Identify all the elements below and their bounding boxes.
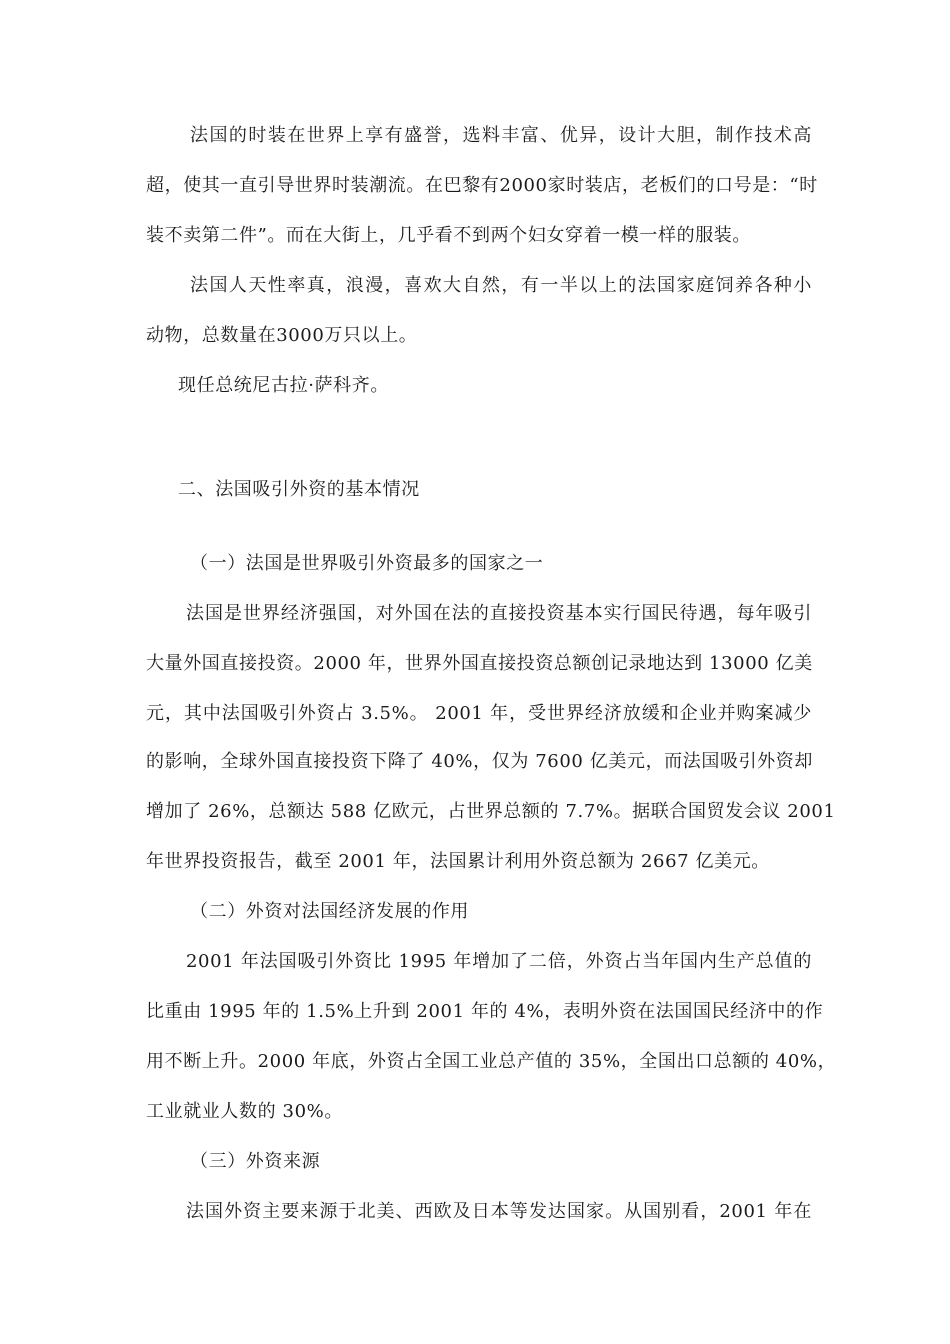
subsection-2-title: （二）外资对法国经济发展的作用 (190, 901, 469, 922)
paragraph-fashion-line-2: 超，使其一直引导世界时装潮流。在巴黎有2000家时装店，老板们的口号是：“时 (146, 175, 818, 196)
subsection-1-title: （一）法国是世界吸引外资最多的国家之一 (190, 553, 544, 574)
paragraph-pets-line-2: 动物，总数量在3000万只以上。 (146, 325, 418, 346)
subsection-2-line-3: 用不断上升。2000 年底，外资占全国工业总产值的 35%，全国出口总额的 40%， (146, 1051, 837, 1072)
subsection-2-line-1: 2001 年法国吸引外资比 1995 年增加了二倍，外资占当年国内生产总值的 (186, 951, 812, 972)
paragraph-pets-line-1: 法国人天性率真，浪漫，喜欢大自然，有一半以上的法国家庭饲养各种小 (190, 275, 812, 296)
paragraph-fashion-line-1: 法国的时装在世界上享有盛誉，选料丰富、优异，设计大胆，制作技术高 (190, 125, 812, 146)
subsection-2-line-4: 工业就业人数的 30%。 (146, 1101, 343, 1122)
paragraph-president: 现任总统尼古拉·萨科齐。 (178, 375, 389, 396)
section-heading: 二、法国吸引外资的基本情况 (178, 479, 420, 500)
subsection-2-line-2: 比重由 1995 年的 1.5%上升到 2001 年的 4%，表明外资在法国国民经济中的作 (146, 1001, 824, 1022)
paragraph-fashion-line-3: 装不卖第二件”。而在大街上，几乎看不到两个妇女穿着一模一样的服装。 (146, 225, 751, 246)
subsection-1-line-2: 大量外国直接投资。2000 年，世界外国直接投资总额创记录地达到 13000 亿美 (146, 653, 813, 674)
subsection-1-line-1: 法国是世界经济强国，对外国在法的直接投资基本实行国民待遇，每年吸引 (186, 603, 812, 624)
subsection-1-line-5: 增加了 26%，总额达 588 亿欧元，占世界总额的 7.7%。据联合国贸发会议 2001 (146, 801, 836, 822)
subsection-3-title: （三）外资来源 (190, 1151, 321, 1172)
subsection-1-line-6: 年世界投资报告，截至 2001 年，法国累计利用外资总额为 2667 亿美元。 (146, 851, 770, 872)
subsection-3-line-1: 法国外资主要来源于北美、西欧及日本等发达国家。从国别看，2001 年在 (186, 1201, 812, 1222)
subsection-1-line-3: 元，其中法国吸引外资占 3.5%。 2001 年，受世界经济放缓和企业并购案减少 (146, 703, 812, 724)
subsection-1-line-4: 的影响，全球外国直接投资下降了 40%，仅为 7600 亿美元，而法国吸引外资却 (146, 751, 813, 772)
